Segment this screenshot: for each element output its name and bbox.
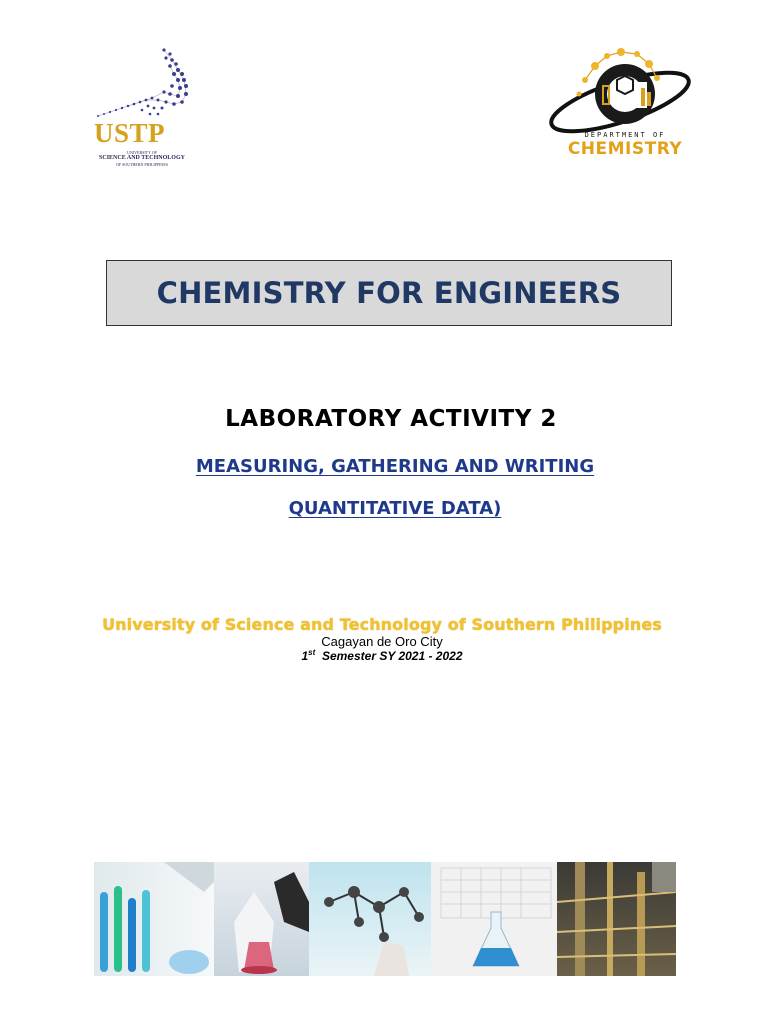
semester-ordinal-suffix: st: [308, 648, 316, 657]
flask-periodic-table-photo: [431, 862, 557, 976]
chemistry-emblem: [545, 44, 695, 134]
semester-line: [0, 648, 764, 663]
semester-ordinal: 1: [301, 649, 309, 663]
chemistry-dept-label: DEPARTMENT OF: [584, 131, 666, 139]
ustp-logo: [92, 44, 202, 169]
scientist-flasks-photo: [214, 862, 309, 976]
title-box: [106, 260, 672, 326]
molecule-model-photo: [309, 862, 431, 976]
photo-strip: [94, 862, 676, 976]
ustp-subline: UNIVERSITY OF: [127, 150, 157, 155]
semester-text: Semester SY 2021 - 2022: [321, 649, 463, 663]
industrial-plant-photo: [557, 862, 676, 976]
test-tubes-lab-photo: [94, 862, 214, 976]
document-title: CHEMISTRY FOR ENGINEERS: [156, 276, 622, 310]
chemistry-wordmark: CHEMISTRY: [567, 139, 683, 159]
ustp-dot-emblem: [92, 44, 202, 124]
activity-heading: LABORATORY ACTIVITY 2: [225, 406, 557, 432]
activity-subtitle-line-2: QUANTITATIVE DATA): [288, 498, 502, 519]
chemistry-dept-logo: [545, 44, 695, 164]
ustp-subline: OF SOUTHERN PHILIPPINES: [115, 162, 168, 167]
ustp-wordmark: USTP: [94, 118, 166, 148]
activity-subtitle-line-1: MEASURING, GATHERING AND WRITING: [195, 456, 595, 477]
ustp-subline: SCIENCE AND TECHNOLOGY: [99, 155, 185, 161]
university-name: University of Science and Technology of Southern Philippines: [102, 615, 662, 634]
city-name: Cagayan de Oro City: [321, 634, 443, 649]
